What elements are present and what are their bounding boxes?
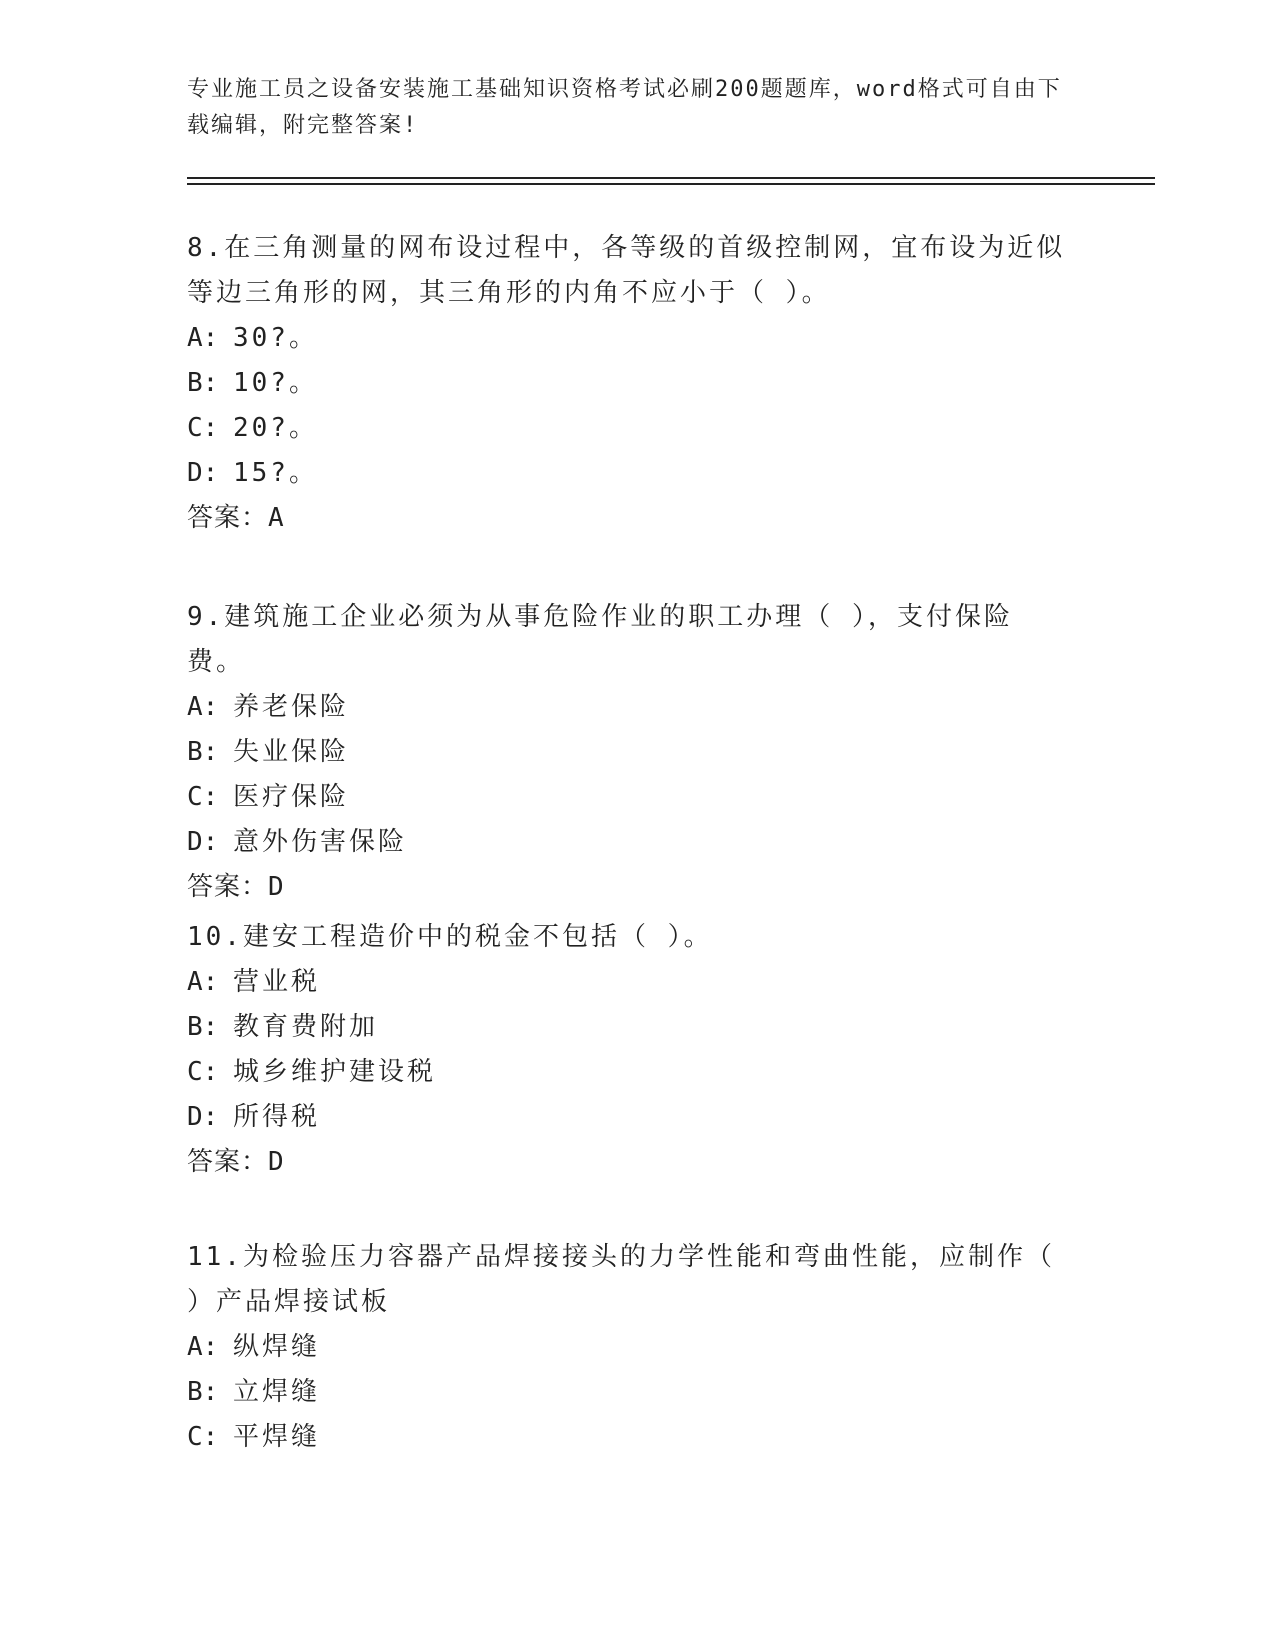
option-text: 20?。 (233, 413, 318, 443)
option-b (187, 1005, 1067, 1050)
question-10 (187, 915, 1067, 1185)
option-letter: B: (187, 1012, 219, 1042)
document-header: 专业施工员之设备安装施工基础知识资格考试必刷200题题库，word格式可自由下载编辑，附完整答案! (187, 77, 1062, 138)
question-9 (187, 595, 1067, 910)
option-c (187, 775, 1067, 820)
option-d (187, 820, 1067, 865)
option-letter: A: (187, 692, 219, 722)
option-letter: C: (187, 1422, 219, 1452)
option-letter: A: (187, 323, 219, 353)
option-d (187, 451, 1067, 496)
option-c (187, 1050, 1067, 1095)
option-text: 10?。 (233, 368, 318, 398)
option-text: 城乡维护建设税 (233, 1057, 437, 1087)
option-d (187, 1095, 1067, 1140)
option-letter: A: (187, 1332, 219, 1362)
question-8 (187, 226, 1067, 541)
question-stem: 10.建安工程造价中的税金不包括（ ）。 (187, 922, 713, 952)
option-text: 30?。 (233, 323, 318, 353)
option-letter: B: (187, 737, 219, 767)
question-stem: 9.建筑施工企业必须为从事危险作业的职工办理（ ），支付保险费。 (187, 602, 1013, 677)
option-a (187, 960, 1067, 1005)
option-letter: D: (187, 458, 219, 488)
answer-line: 答案：D (187, 872, 285, 902)
option-a (187, 685, 1067, 730)
option-letter: A: (187, 967, 219, 997)
option-c (187, 1415, 1067, 1460)
option-text: 营业税 (233, 967, 321, 997)
option-text: 15?。 (233, 458, 318, 488)
option-text: 养老保险 (233, 692, 350, 722)
option-text: 平焊缝 (233, 1422, 321, 1452)
option-letter: D: (187, 1102, 219, 1132)
header-divider-bottom (187, 183, 1155, 185)
option-letter: C: (187, 1057, 219, 1087)
option-b (187, 361, 1067, 406)
question-stem: 11.为检验压力容器产品焊接接头的力学性能和弯曲性能，应制作（ ）产品焊接试板 (187, 1242, 1055, 1317)
option-text: 所得税 (233, 1102, 321, 1132)
option-text: 纵焊缝 (233, 1332, 321, 1362)
option-letter: C: (187, 413, 219, 443)
option-a (187, 1325, 1067, 1370)
option-text: 意外伤害保险 (233, 827, 408, 857)
option-text: 失业保险 (233, 737, 350, 767)
option-text: 教育费附加 (233, 1012, 379, 1042)
header-divider-top (187, 177, 1155, 179)
question-stem: 8.在三角测量的网布设过程中，各等级的首级控制网，宜布设为近似等边三角形的网，其三角形的内角不应小于（ ）。 (187, 233, 1066, 308)
option-letter: C: (187, 782, 219, 812)
option-a (187, 316, 1067, 361)
option-b (187, 730, 1067, 775)
answer-line: 答案：D (187, 1147, 285, 1177)
option-text: 医疗保险 (233, 782, 350, 812)
option-letter: B: (187, 368, 219, 398)
option-text: 立焊缝 (233, 1377, 321, 1407)
option-c (187, 406, 1067, 451)
option-b (187, 1370, 1067, 1415)
question-11 (187, 1235, 1067, 1460)
option-letter: D: (187, 827, 219, 857)
option-letter: B: (187, 1377, 219, 1407)
answer-line: 答案：A (187, 503, 285, 533)
